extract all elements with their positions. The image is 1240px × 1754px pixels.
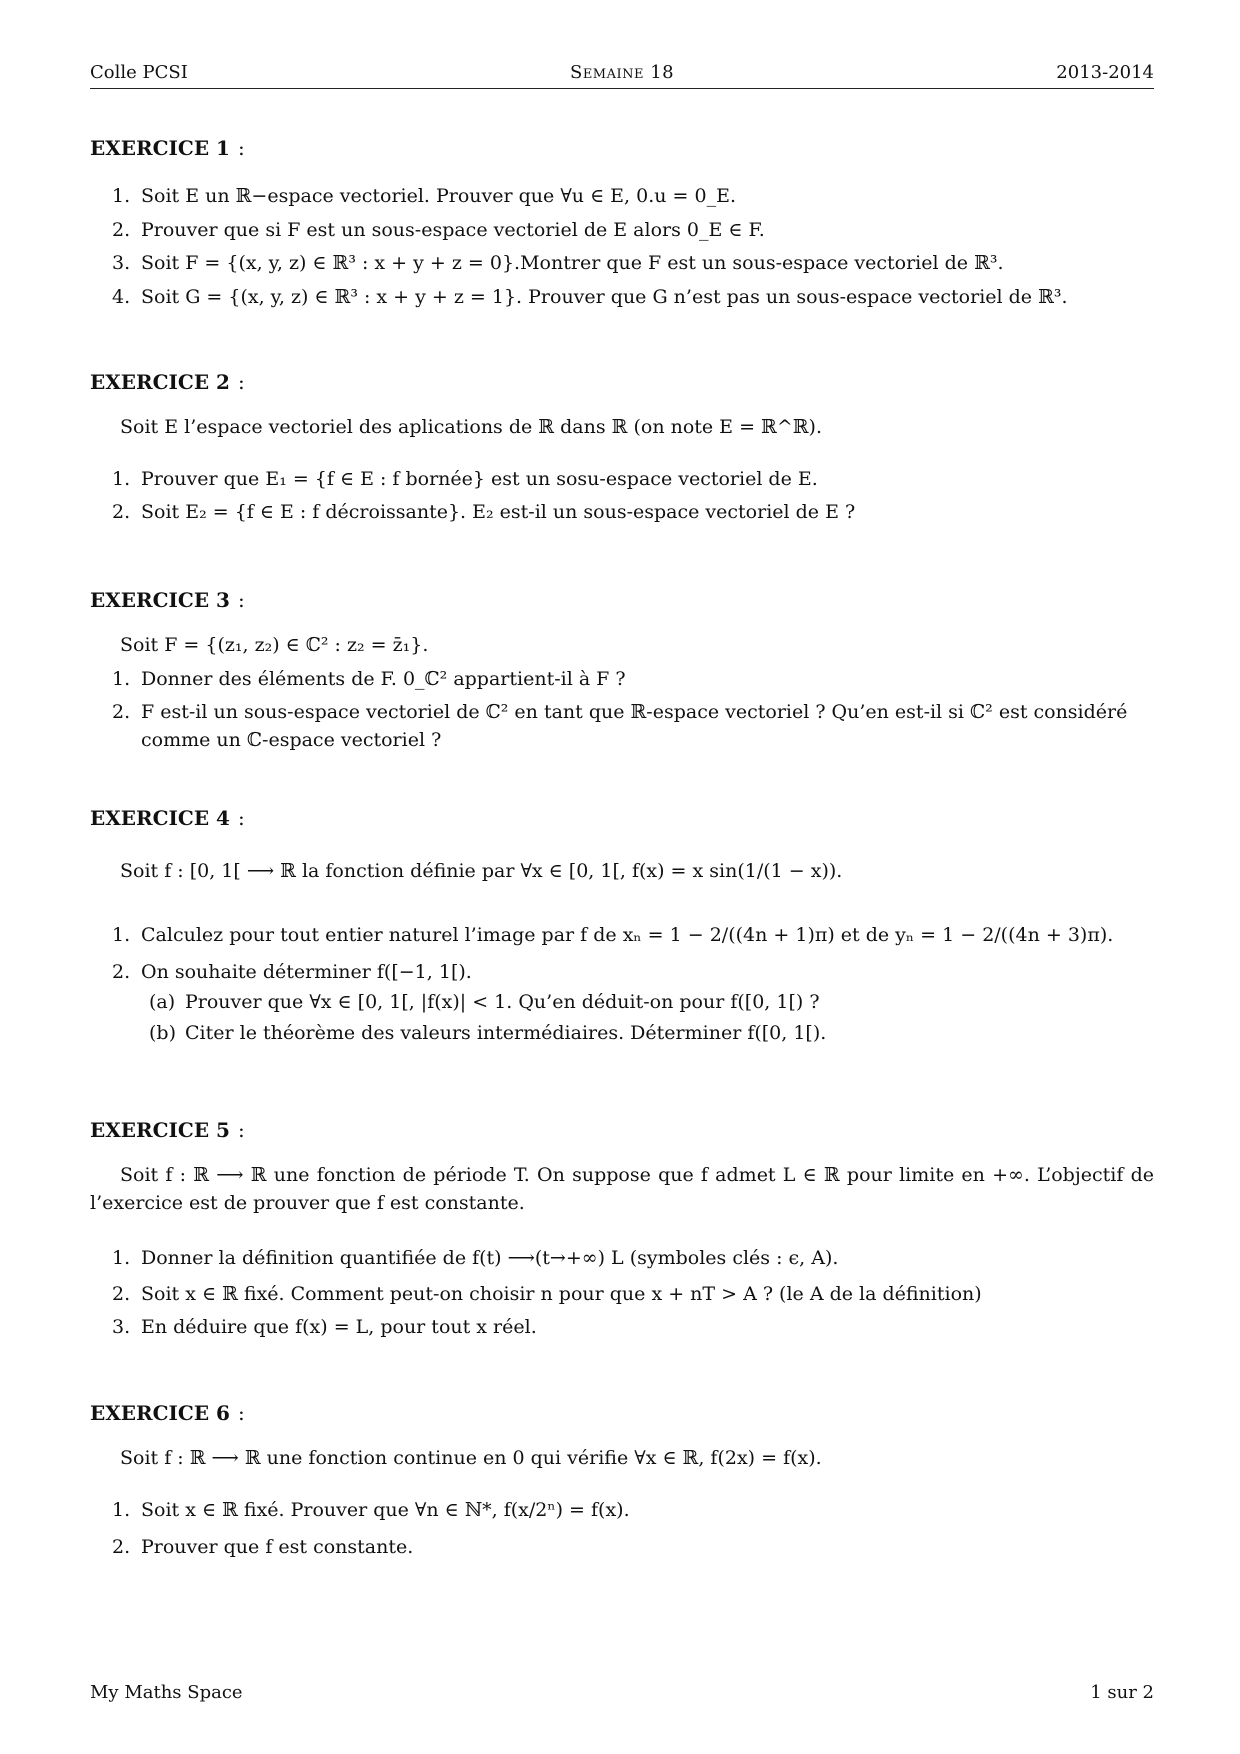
exercise-items <box>90 183 1154 311</box>
header-center: Semaine 18 <box>569 61 675 83</box>
list-item: 4. Soit G = {(x, y, z) ∈ ℝ³ : x + y + z = 1}. Prouver que G n’est pas un sous-espace vectoriel de ℝ³. <box>112 285 1068 308</box>
list-item: 1. Soit x ∈ ℝ fixé. Prouver que ∀n ∈ ℕ*, f(x/2ⁿ) = f(x). <box>112 1498 630 1521</box>
exercise-items <box>90 922 1154 1048</box>
exercise-title: EXERCICE 2 : <box>90 370 245 394</box>
exercise-items <box>90 666 1154 755</box>
header-left: Colle PCSI <box>90 61 188 83</box>
sub-items <box>141 989 1154 1048</box>
exercise-title: EXERCICE 1 : <box>90 136 245 160</box>
footer-left: My Maths Space <box>90 1682 243 1703</box>
exercise-1 <box>90 138 1154 311</box>
list-item: 1. Donner la définition quantifiée de f(t) ⟶(t→+∞) L (symboles clés : ϵ, A). <box>112 1247 839 1270</box>
sub-item: (a) Prouver que ∀x ∈ [0, 1[, |f(x)| < 1. Qu’en déduit-on pour f([0, 1[) ? <box>149 990 820 1013</box>
exercise-items <box>90 1497 1154 1562</box>
exercise-items <box>90 466 1154 527</box>
exercise-2 <box>90 372 1154 527</box>
exercise-5 <box>90 1120 1154 1342</box>
document-page <box>90 0 1154 1754</box>
sub-item: (b) Citer le théorème des valeurs intermédiaires. Déterminer f([0, 1[). <box>149 1022 827 1045</box>
list-item: 2. F est-il un sous-espace vectoriel de ℂ² en tant que ℝ-espace vectoriel ? Qu’en est-il si ℂ² est considéré comme un ℂ-espace vectoriel ? <box>112 701 1128 751</box>
exercise-intro: Soit F = {(z₁, z₂) ∈ ℂ² : z₂ = z̄₁}. <box>120 634 429 656</box>
exercise-intro: Soit E l’espace vectoriel des aplications de ℝ dans ℝ (on note E = ℝ^ℝ). <box>120 416 823 438</box>
page-header <box>90 58 1154 89</box>
exercise-items <box>90 1245 1154 1342</box>
exercise-3 <box>90 590 1154 754</box>
page-number: 1 sur 2 <box>1090 1682 1154 1703</box>
list-item: 2. Soit x ∈ ℝ fixé. Comment peut-on choisir n pour que x + nT > A ? (le A de la définition) <box>112 1282 982 1305</box>
list-item: 2. Prouver que si F est un sous-espace vectoriel de E alors 0_E ∈ F. <box>112 218 765 241</box>
list-item: 1. Prouver que E₁ = {f ∈ E : f bornée} est un sosu-espace vectoriel de E. <box>112 467 818 490</box>
list-item: 2. On souhaite déterminer f([−1, 1[). (a) Prouver que ∀x ∈ [0, 1[, |f(x)| < 1. Qu’en déduit-on pour f([0, 1[) ? (b) Citer le théorème des valeurs intermédiaires. Déterminer f([0, 1[). <box>90 959 1154 1048</box>
exercise-intro: Soit f : [0, 1[ ⟶ ℝ la fonction définie par ∀x ∈ [0, 1[, f(x) = x sin(1/(1 − x)). <box>120 860 843 882</box>
exercise-intro: Soit f : ℝ ⟶ ℝ une fonction de période T. On suppose que f admet L ∈ ℝ pour limite en +∞. L’objectif de l’exercice est de prouver que f est constante. <box>90 1164 1154 1214</box>
page-footer <box>90 1680 1154 1706</box>
exercise-6 <box>90 1403 1154 1562</box>
exercise-title: EXERCICE 5 : <box>90 1118 245 1142</box>
exercise-title: EXERCICE 3 : <box>90 588 245 612</box>
list-item: 2. Soit E₂ = {f ∈ E : f décroissante}. E₂ est-il un sous-espace vectoriel de E ? <box>112 501 856 524</box>
list-item: 1. Calculez pour tout entier naturel l’image par f de xₙ = 1 − 2/((4n + 1)π) et de yₙ = 1 − 2/((4n + 3)π). <box>112 923 1114 946</box>
exercise-intro: Soit f : ℝ ⟶ ℝ une fonction continue en 0 qui vérifie ∀x ∈ ℝ, f(2x) = f(x). <box>120 1447 822 1469</box>
header-right: 2013-2014 <box>1056 61 1154 83</box>
list-item: 3. Soit F = {(x, y, z) ∈ ℝ³ : x + y + z = 0}.Montrer que F est un sous-espace vectoriel de ℝ³. <box>112 252 1004 275</box>
list-item: 2. Prouver que f est constante. <box>112 1536 414 1559</box>
list-item: 3. En déduire que f(x) = L, pour tout x réel. <box>112 1316 537 1339</box>
exercise-title: EXERCICE 4 : <box>90 806 245 830</box>
list-item: 1. Donner des éléments de F. 0_ℂ² appartient-il à F ? <box>112 667 626 690</box>
list-item: 1. Soit E un ℝ−espace vectoriel. Prouver que ∀u ∈ E, 0.u = 0_E. <box>112 185 736 207</box>
exercise-title: EXERCICE 6 : <box>90 1401 245 1425</box>
exercise-4 <box>90 808 1154 1048</box>
